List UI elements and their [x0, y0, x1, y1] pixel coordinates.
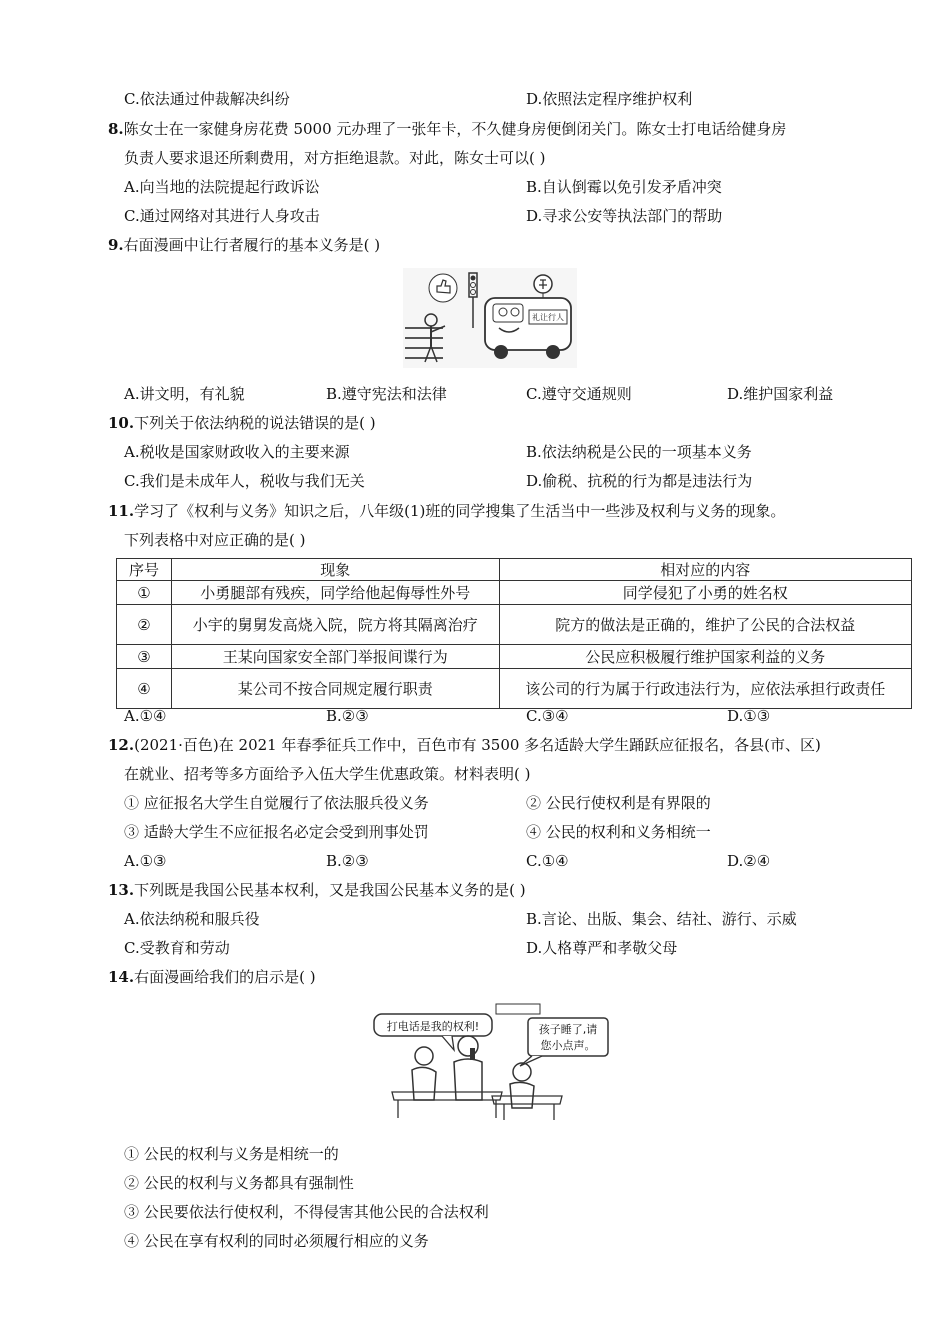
table-header: 序号	[117, 559, 172, 581]
q11-option-a[interactable]: A.①④	[124, 707, 167, 725]
q12-option-a[interactable]: A.①③	[124, 852, 167, 870]
q10-options-cd	[0, 468, 950, 494]
table-cell: 某公司不按合同规定履行职责	[171, 669, 499, 709]
q12-number: 12.	[108, 736, 135, 754]
q8-option-d[interactable]: D.寻求公安等执法部门的帮助	[526, 207, 723, 225]
table-cell: ②	[117, 605, 172, 645]
q14-statement-3: ③ 公民要依法行使权利，不得侵害其他公民的合法权利	[124, 1203, 489, 1221]
q13-option-a[interactable]: A.依法纳税和服兵役	[124, 910, 260, 928]
table-cell: 该公司的行为属于行政违法行为，应依法承担行政责任	[499, 669, 911, 709]
q14-cartoon-image	[372, 1000, 612, 1122]
q8-option-b[interactable]: B.自认倒霉以免引发矛盾冲突	[526, 178, 722, 196]
q9-option-a[interactable]: A.讲文明，有礼貌	[124, 385, 245, 403]
table-header: 相对应的内容	[499, 559, 911, 581]
table-cell: ①	[117, 581, 172, 605]
q10-stem: 10.下列关于依法纳税的说法错误的是( )	[108, 414, 376, 432]
q12-statements-34	[0, 819, 950, 845]
q7-option-d[interactable]: D.依照法定程序维护权利	[526, 90, 693, 108]
q9-cartoon-sign-text: 礼让行人	[532, 313, 564, 322]
q8-option-a[interactable]: A.向当地的法院提起行政诉讼	[124, 178, 320, 196]
q12-statement-4: ④ 公民的权利和义务相统一	[526, 823, 711, 841]
q12-statement-1: ① 应征报名大学生自觉履行了依法服兵役义务	[124, 794, 429, 812]
q12-option-b[interactable]: B.②③	[326, 852, 369, 870]
q12-statement-3: ③ 适龄大学生不应征报名必定会受到刑事处罚	[124, 823, 429, 841]
q14-bubble-phone: 打电话是我的权利!	[386, 1020, 480, 1033]
q11-table	[116, 558, 912, 709]
q13-options-ab	[0, 906, 950, 932]
q7-options-cd	[0, 86, 950, 112]
table-header-row	[117, 559, 912, 581]
q10-option-a[interactable]: A.税收是国家财政收入的主要来源	[124, 443, 350, 461]
table-cell: 王某向国家安全部门举报间谍行为	[171, 645, 499, 669]
q11-option-c[interactable]: C.③④	[526, 707, 569, 725]
table-header: 现象	[171, 559, 499, 581]
table-cell: 公民应积极履行维护国家利益的义务	[499, 645, 911, 669]
q9-cartoon-image	[403, 268, 577, 368]
q10-option-b[interactable]: B.依法纳税是公民的一项基本义务	[526, 443, 752, 461]
q13-option-b[interactable]: B.言论、出版、集会、结社、游行、示威	[526, 910, 797, 928]
q14-bubble-quiet-line2: 您小点声。	[540, 1039, 596, 1052]
q12-option-c[interactable]: C.①④	[526, 852, 569, 870]
table-cell: ④	[117, 669, 172, 709]
table-row	[117, 581, 912, 605]
q12-option-d[interactable]: D.②④	[727, 852, 771, 870]
q8-number: 8.	[108, 120, 124, 138]
q14-bubble-quiet-line1: 孩子睡了,请	[538, 1023, 598, 1036]
q9-cartoon-drawing	[403, 268, 577, 368]
table-row	[117, 645, 912, 669]
q7-option-c[interactable]: C.依法通过仲裁解决纠纷	[124, 90, 290, 108]
table-cell: 小勇腿部有残疾，同学给他起侮辱性外号	[171, 581, 499, 605]
q11-option-d[interactable]: D.①③	[727, 707, 771, 725]
q8-stem-text: 陈女士在一家健身房花费 5000 元办理了一张年卡，不久健身房便倒闭关门。陈女士打电话给健身房	[123, 120, 787, 138]
table-cell: ③	[117, 645, 172, 669]
q13-option-c[interactable]: C.受教育和劳动	[124, 939, 230, 957]
table-row	[117, 605, 912, 645]
q8-stem-line2: 负责人要求退还所剩费用，对方拒绝退款。对此，陈女士可以( )	[124, 149, 546, 167]
q10-option-c[interactable]: C.我们是未成年人，税收与我们无关	[124, 472, 365, 490]
table-cell: 同学侵犯了小勇的姓名权	[499, 581, 911, 605]
table-cell: 院方的做法是正确的，维护了公民的合法权益	[499, 605, 911, 645]
q12-statements-12	[0, 790, 950, 816]
q14-statement-4: ④ 公民在享有权利的同时必须履行相应的义务	[124, 1232, 429, 1250]
q13-option-d[interactable]: D.人格尊严和孝敬父母	[526, 939, 678, 957]
q14-statement-2: ② 公民的权利与义务都具有强制性	[124, 1174, 354, 1192]
q10-number: 10.	[108, 414, 135, 432]
q12-statement-2: ② 公民行使权利是有界限的	[526, 794, 711, 812]
q14-cartoon-drawing	[372, 1000, 612, 1122]
q14-number: 14.	[108, 968, 135, 986]
q11-stem-line1: 11.学习了《权利与义务》知识之后，八年级(1)班的同学搜集了生活当中一些涉及权利与义务的现象。	[108, 502, 786, 520]
q10-options-ab	[0, 439, 950, 465]
q11-option-b[interactable]: B.②③	[326, 707, 369, 725]
q9-option-d[interactable]: D.维护国家利益	[727, 385, 834, 403]
q13-stem: 13.下列既是我国公民基本权利，又是我国公民基本义务的是( )	[108, 881, 526, 899]
table-cell: 小宇的舅舅发高烧入院，院方将其隔离治疗	[171, 605, 499, 645]
q14-statement-1: ① 公民的权利与义务是相统一的	[124, 1145, 339, 1163]
q9-options	[0, 381, 950, 407]
q11-stem-line2: 下列表格中对应正确的是( )	[124, 531, 306, 549]
q13-number: 13.	[108, 881, 135, 899]
q9-stem: 9.右面漫画中让行者履行的基本义务是( )	[108, 236, 381, 254]
q8-stem-line1	[0, 116, 950, 142]
q8-option-c[interactable]: C.通过网络对其进行人身攻击	[124, 207, 320, 225]
q10-option-d[interactable]: D.偷税、抗税的行为都是违法行为	[526, 472, 753, 490]
q12-options	[0, 848, 950, 874]
q11-number: 11.	[108, 502, 135, 520]
q14-stem: 14.右面漫画给我们的启示是( )	[108, 968, 316, 986]
q12-stem-line2: 在就业、招考等多方面给予入伍大学生优惠政策。材料表明( )	[124, 765, 531, 783]
q11-options	[0, 703, 950, 729]
q9-option-c[interactable]: C.遵守交通规则	[526, 385, 632, 403]
q12-stem-line1: 12.(2021·百色)在 2021 年春季征兵工作中，百色市有 3500 多名适龄大学生踊跃应征报名，各县(市、区)	[108, 736, 821, 754]
q9-number: 9.	[108, 236, 124, 254]
q13-options-cd	[0, 935, 950, 961]
q9-option-b[interactable]: B.遵守宪法和法律	[326, 385, 447, 403]
q8-options-cd	[0, 203, 950, 229]
q8-options-ab	[0, 174, 950, 200]
